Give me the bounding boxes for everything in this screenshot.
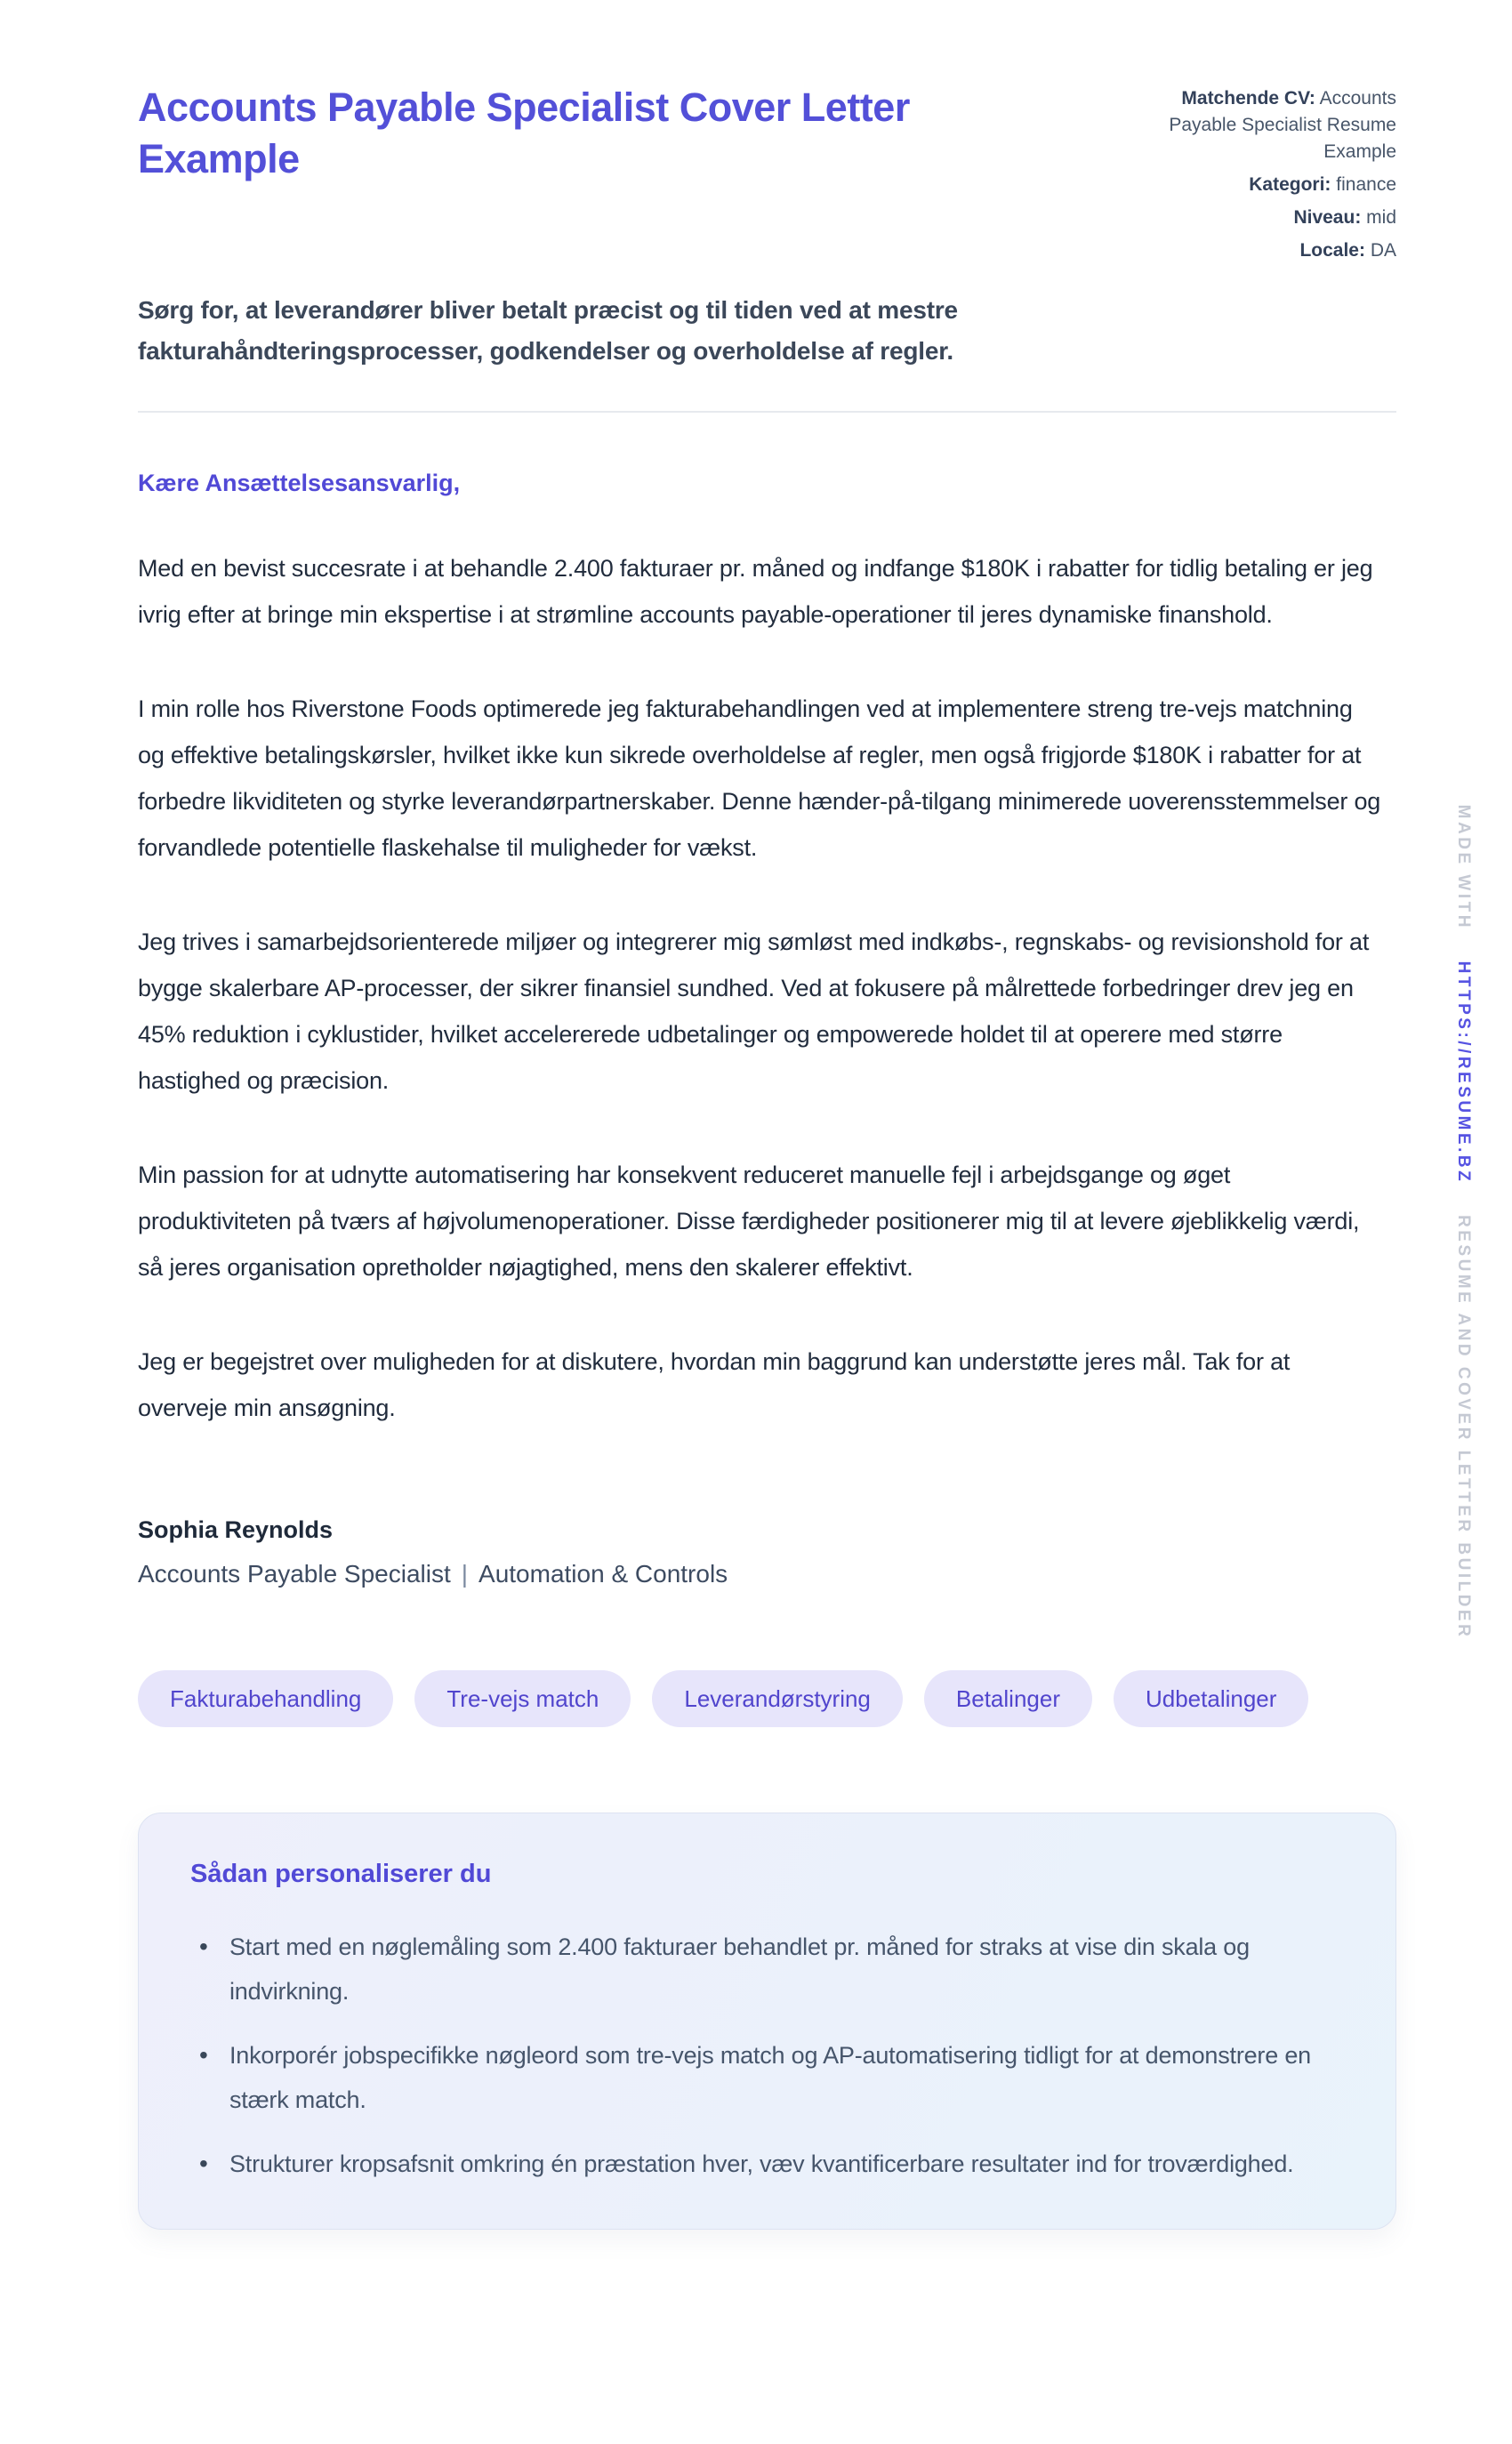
- letter-paragraph: Min passion for at udnytte automatisering har konsekvent reduceret manuelle fejl i arbejdsgange og øget produktiviteten på tværs af højvolumenoperationer. Disse færdigheder positionerer mig til at levere øjeblikkelig værdi, så jeres organisation opretholder nøjagtighed, mens den skalerer effektivt.: [138, 1162, 1360, 1281]
- meta-value: mid: [1366, 207, 1396, 228]
- meta-label: Locale:: [1299, 240, 1365, 261]
- tips-heading: Sådan personaliserer du: [190, 1860, 492, 1888]
- letter-greeting: Kære Ansættelsesansvarlig,: [138, 470, 461, 496]
- meta-matching-cv: [1147, 85, 1396, 165]
- tips-list: [190, 1925, 1342, 2186]
- letter-paragraph: Jeg er begejstret over muligheden for at diskutere, hvordan min baggrund kan understøtte jeres mål. Tak for at overveje min ansøgning.: [138, 1348, 1291, 1421]
- watermark-link[interactable]: HTTPS://RESUME.BZ: [1454, 961, 1473, 1185]
- page-title: Accounts Payable Specialist Cover Letter Example: [138, 84, 910, 181]
- tip-item: • Strukturer kropsafsnit omkring én præstation hver, væv kvantificerbare resultater ind for troværdighed.: [190, 2142, 1342, 2186]
- side-watermark: [1453, 805, 1473, 1640]
- signature-role: [138, 1560, 1396, 1588]
- meta-block: [1147, 85, 1396, 270]
- meta-locale: [1147, 237, 1396, 264]
- signature-role-title: Accounts Payable Specialist: [138, 1560, 451, 1588]
- meta-value: DA: [1370, 240, 1396, 261]
- page-content: [138, 0, 1396, 2230]
- signature-separator: |: [461, 1560, 469, 1588]
- divider: [138, 411, 1396, 413]
- personalization-tips-box: [138, 1813, 1396, 2230]
- cover-letter-body: [138, 470, 1396, 1588]
- tag-pill[interactable]: Leverandørstyring: [652, 1670, 903, 1727]
- letter-paragraph: Jeg trives i samarbejdsorienterede miljøer og integrerer mig sømløst med indkøbs-, regnskabs- og revisionshold for at bygge skalerbare AP-processer, der sikrer finansiel sundhed. Ved at fokusere på målrettede forbedringer drev jeg en 45% reduktion i cyklustider, hvilket accelererede udbetalinger og empowerede holdet til at operere med større hastighed og præcision.: [138, 929, 1370, 1094]
- tag-pill[interactable]: Tre-vejs match: [414, 1670, 631, 1727]
- meta-value: finance: [1336, 174, 1396, 195]
- meta-label: Matchende CV:: [1181, 88, 1315, 109]
- meta-level: [1147, 205, 1396, 231]
- signature-division: Automation & Controls: [479, 1560, 728, 1588]
- watermark-prefix: MADE WITH: [1454, 804, 1473, 930]
- header: [138, 82, 1396, 270]
- letter-paragraph: Med en bevist succesrate i at behandle 2.400 fakturaer pr. måned og indfange $180K i rabatter for tidlig betaling er jeg ivrig efter at bringe min ekspertise i at strømline accounts payable-operationer til jeres dynamiske finanshold.: [138, 555, 1373, 628]
- meta-label: Niveau:: [1293, 207, 1362, 228]
- tip-item: • Inkorporér jobspecifikke nøgleord som tre-vejs match og AP-automatisering tidligt for at demonstrere en stærk match.: [190, 2033, 1342, 2122]
- meta-label: Kategori:: [1249, 174, 1331, 195]
- meta-value: Accounts Payable Specialist Resume Example: [1169, 88, 1396, 162]
- tip-item: • Start med en nøglemåling som 2.400 fakturaer behandlet pr. måned for straks at vise din skala og indvirkning.: [190, 1925, 1342, 2014]
- watermark-suffix: RESUME AND COVER LETTER BUILDER: [1454, 1215, 1473, 1640]
- signature-name: Sophia Reynolds: [138, 1516, 334, 1543]
- meta-category: [1147, 172, 1396, 198]
- page-subtitle: Sørg for, at leverandører bliver betalt præcist og til tiden ved at mestre fakturahåndteringsprocesser, godkendelser og overholdelse af regler.: [138, 296, 958, 365]
- tag-pill[interactable]: Fakturabehandling: [138, 1670, 393, 1727]
- tag-pill[interactable]: Udbetalinger: [1114, 1670, 1308, 1727]
- letter-paragraph: I min rolle hos Riverstone Foods optimerede jeg fakturabehandlingen ved at implementere streng tre-vejs matchning og effektive betalingskørsler, hvilket ikke kun sikrede overholdelse af regler, men også frigjorde $180K i rabatter for at forbedre likviditeten og styrke leverandørpartnerskaber. Denne hænder-på-tilgang minimerede uoverensstemmelser og forvandlede potentielle flaskehalse til muligheder for vækst.: [138, 695, 1381, 861]
- skill-tags: [138, 1670, 1396, 1727]
- tag-pill[interactable]: Betalinger: [924, 1670, 1092, 1727]
